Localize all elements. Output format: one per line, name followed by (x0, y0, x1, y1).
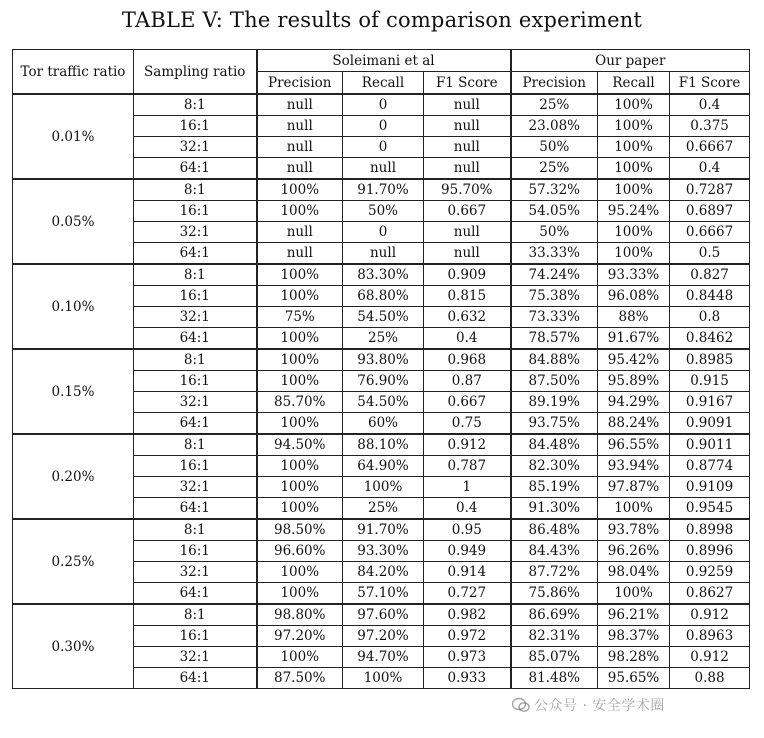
header-metric: Recall (598, 72, 670, 95)
metric-cell: 0 (343, 116, 424, 137)
metric-cell: 0.949 (424, 541, 511, 562)
header-metric: F1 Score (670, 72, 750, 95)
metric-cell: null (257, 158, 343, 180)
metric-cell: 89.19% (511, 392, 598, 413)
metric-cell: null (257, 137, 343, 158)
metric-cell: 0.912 (670, 604, 750, 626)
metric-cell: 100% (598, 94, 670, 116)
metric-cell: 0.632 (424, 307, 511, 328)
metric-cell: 1 (424, 477, 511, 498)
metric-cell: 100% (257, 349, 343, 371)
metric-cell: 74.24% (511, 264, 598, 286)
metric-cell: 54.50% (343, 392, 424, 413)
metric-cell: 100% (257, 647, 343, 668)
metric-cell: 78.57% (511, 328, 598, 350)
metric-cell: 0.787 (424, 456, 511, 477)
tor-ratio-cell: 0.20% (13, 434, 134, 519)
header-row-1 (13, 50, 750, 72)
sampling-ratio-cell: 64:1 (134, 498, 257, 520)
metric-cell: 97.20% (257, 626, 343, 647)
metric-cell: 91.30% (511, 498, 598, 520)
metric-cell: 0.88 (670, 668, 750, 689)
metric-cell: 97.87% (598, 477, 670, 498)
metric-cell: 100% (257, 498, 343, 520)
metric-cell: 84.88% (511, 349, 598, 371)
metric-cell: 0.9091 (670, 413, 750, 435)
sampling-ratio-cell: 8:1 (134, 349, 257, 371)
metric-cell: 0.982 (424, 604, 511, 626)
metric-cell: null (424, 116, 511, 137)
sampling-ratio-cell: 64:1 (134, 158, 257, 180)
metric-cell: 100% (598, 179, 670, 201)
metric-cell: 73.33% (511, 307, 598, 328)
metric-cell: 95.42% (598, 349, 670, 371)
metric-cell: 88.24% (598, 413, 670, 435)
metric-cell: 0.912 (670, 647, 750, 668)
sampling-ratio-cell: 16:1 (134, 286, 257, 307)
metric-cell: 100% (257, 264, 343, 286)
metric-cell: 0.912 (424, 434, 511, 456)
metric-cell: 96.60% (257, 541, 343, 562)
metric-cell: 93.33% (598, 264, 670, 286)
sampling-ratio-cell: 8:1 (134, 434, 257, 456)
metric-cell: 75% (257, 307, 343, 328)
metric-cell: 54.05% (511, 201, 598, 222)
sampling-ratio-cell: 16:1 (134, 116, 257, 137)
metric-cell: 100% (598, 498, 670, 520)
metric-cell: 25% (511, 94, 598, 116)
metric-cell: 96.08% (598, 286, 670, 307)
sampling-ratio-cell: 32:1 (134, 392, 257, 413)
metric-cell: 85.19% (511, 477, 598, 498)
metric-cell: 25% (343, 328, 424, 350)
metric-cell: 98.50% (257, 519, 343, 541)
metric-cell: null (343, 158, 424, 180)
sampling-ratio-cell: 64:1 (134, 243, 257, 265)
metric-cell: 88% (598, 307, 670, 328)
metric-cell: 0.8998 (670, 519, 750, 541)
metric-cell: null (343, 243, 424, 265)
table-row (13, 604, 750, 626)
metric-cell: 95.24% (598, 201, 670, 222)
sampling-ratio-cell: 8:1 (134, 179, 257, 201)
metric-cell: 93.30% (343, 541, 424, 562)
metric-cell: 82.30% (511, 456, 598, 477)
metric-cell: 0.8774 (670, 456, 750, 477)
table-row (13, 179, 750, 201)
metric-cell: 0.9167 (670, 392, 750, 413)
metric-cell: null (257, 243, 343, 265)
metric-cell: 97.20% (343, 626, 424, 647)
metric-cell: 0.914 (424, 562, 511, 583)
header-metric: Precision (511, 72, 598, 95)
metric-cell: 68.80% (343, 286, 424, 307)
metric-cell: 96.21% (598, 604, 670, 626)
sampling-ratio-cell: 32:1 (134, 477, 257, 498)
metric-cell: 0.4 (670, 94, 750, 116)
metric-cell: 0.972 (424, 626, 511, 647)
metric-cell: 0 (343, 137, 424, 158)
sampling-ratio-cell: 8:1 (134, 264, 257, 286)
metric-cell: 0.973 (424, 647, 511, 668)
comparison-table (12, 49, 750, 689)
metric-cell: 100% (598, 137, 670, 158)
metric-cell: 100% (257, 413, 343, 435)
tor-ratio-cell: 0.15% (13, 349, 134, 434)
metric-cell: 94.29% (598, 392, 670, 413)
metric-cell: null (257, 94, 343, 116)
metric-cell: 0.667 (424, 392, 511, 413)
header-sampling-ratio: Sampling ratio (134, 50, 257, 95)
table-row (13, 349, 750, 371)
metric-cell: 95.89% (598, 371, 670, 392)
metric-cell: 100% (343, 477, 424, 498)
metric-cell: 0.375 (670, 116, 750, 137)
watermark-text: 公众号 · 安全学术圈 (534, 698, 665, 714)
metric-cell: null (257, 222, 343, 243)
tor-ratio-cell: 0.30% (13, 604, 134, 689)
metric-cell: 0.815 (424, 286, 511, 307)
metric-cell: 0.727 (424, 583, 511, 605)
sampling-ratio-cell: 8:1 (134, 604, 257, 626)
tor-ratio-cell: 0.10% (13, 264, 134, 349)
metric-cell: 0 (343, 94, 424, 116)
metric-cell: 50% (511, 222, 598, 243)
metric-cell: 0.667 (424, 201, 511, 222)
metric-cell: 57.10% (343, 583, 424, 605)
metric-cell: 0.9259 (670, 562, 750, 583)
metric-cell: 100% (257, 328, 343, 350)
metric-cell: 96.55% (598, 434, 670, 456)
metric-cell: 0.6667 (670, 222, 750, 243)
metric-cell: 0.75 (424, 413, 511, 435)
metric-cell: 84.43% (511, 541, 598, 562)
metric-cell: 84.20% (343, 562, 424, 583)
sampling-ratio-cell: 8:1 (134, 94, 257, 116)
metric-cell: 95.65% (598, 668, 670, 689)
metric-cell: 96.26% (598, 541, 670, 562)
header-metric: Recall (343, 72, 424, 95)
metric-cell: 0.4 (424, 328, 511, 350)
metric-cell: null (424, 158, 511, 180)
metric-cell: 0.9545 (670, 498, 750, 520)
sampling-ratio-cell: 32:1 (134, 647, 257, 668)
metric-cell: 93.75% (511, 413, 598, 435)
metric-cell: 0.4 (670, 158, 750, 180)
metric-cell: 98.80% (257, 604, 343, 626)
sampling-ratio-cell: 64:1 (134, 668, 257, 689)
metric-cell: 86.48% (511, 519, 598, 541)
metric-cell: 91.70% (343, 519, 424, 541)
sampling-ratio-cell: 16:1 (134, 371, 257, 392)
sampling-ratio-cell: 16:1 (134, 626, 257, 647)
metric-cell: 84.48% (511, 434, 598, 456)
metric-cell: 95.70% (424, 179, 511, 201)
watermark (512, 695, 665, 715)
metric-cell: 83.30% (343, 264, 424, 286)
metric-cell: 0.968 (424, 349, 511, 371)
tor-ratio-cell: 0.25% (13, 519, 134, 604)
metric-cell: 82.31% (511, 626, 598, 647)
wechat-logo-icon (512, 697, 530, 713)
metric-cell: 0.909 (424, 264, 511, 286)
header-group-soleimani: Soleimani et al (257, 50, 511, 72)
metric-cell: 94.50% (257, 434, 343, 456)
metric-cell: 87.72% (511, 562, 598, 583)
metric-cell: 88.10% (343, 434, 424, 456)
sampling-ratio-cell: 32:1 (134, 137, 257, 158)
metric-cell: 25% (343, 498, 424, 520)
metric-cell: 100% (598, 158, 670, 180)
table-caption: TABLE V: The results of comparison experiment (121, 8, 643, 32)
metric-cell: 87.50% (511, 371, 598, 392)
metric-cell: 100% (598, 222, 670, 243)
metric-cell: 0.915 (670, 371, 750, 392)
metric-cell: 0.8985 (670, 349, 750, 371)
metric-cell: 87.50% (257, 668, 343, 689)
metric-cell: 0.87 (424, 371, 511, 392)
metric-cell: null (424, 243, 511, 265)
metric-cell: 0.9109 (670, 477, 750, 498)
metric-cell: 0.5 (670, 243, 750, 265)
header-group-our-paper: Our paper (511, 50, 750, 72)
sampling-ratio-cell: 16:1 (134, 456, 257, 477)
table-row (13, 519, 750, 541)
metric-cell: 54.50% (343, 307, 424, 328)
metric-cell: 100% (257, 562, 343, 583)
metric-cell: null (424, 222, 511, 243)
table-row (13, 434, 750, 456)
table-row (13, 264, 750, 286)
metric-cell: 57.32% (511, 179, 598, 201)
metric-cell: 25% (511, 158, 598, 180)
metric-cell: 0.933 (424, 668, 511, 689)
metric-cell: 0.8963 (670, 626, 750, 647)
header-tor-ratio: Tor traffic ratio (13, 50, 134, 95)
metric-cell: 100% (598, 116, 670, 137)
metric-cell: 0.8627 (670, 583, 750, 605)
metric-cell: 0.4 (424, 498, 511, 520)
metric-cell: 23.08% (511, 116, 598, 137)
sampling-ratio-cell: 32:1 (134, 307, 257, 328)
metric-cell: null (424, 94, 511, 116)
metric-cell: 97.60% (343, 604, 424, 626)
metric-cell: 86.69% (511, 604, 598, 626)
sampling-ratio-cell: 16:1 (134, 541, 257, 562)
header-metric: Precision (257, 72, 343, 95)
sampling-ratio-cell: 64:1 (134, 583, 257, 605)
sampling-ratio-cell: 32:1 (134, 222, 257, 243)
table-body (13, 94, 750, 689)
metric-cell: 100% (343, 668, 424, 689)
metric-cell: null (424, 137, 511, 158)
metric-cell: 93.80% (343, 349, 424, 371)
metric-cell: 0.8 (670, 307, 750, 328)
metric-cell: 81.48% (511, 668, 598, 689)
metric-cell: 0.7287 (670, 179, 750, 201)
metric-cell: 98.04% (598, 562, 670, 583)
metric-cell: 64.90% (343, 456, 424, 477)
metric-cell: 0.6897 (670, 201, 750, 222)
tor-ratio-cell: 0.05% (13, 179, 134, 264)
metric-cell: 75.86% (511, 583, 598, 605)
metric-cell: 0.8448 (670, 286, 750, 307)
metric-cell: 0.6667 (670, 137, 750, 158)
metric-cell: 0.8462 (670, 328, 750, 350)
metric-cell: 60% (343, 413, 424, 435)
metric-cell: 91.67% (598, 328, 670, 350)
metric-cell: 91.70% (343, 179, 424, 201)
metric-cell: 0 (343, 222, 424, 243)
metric-cell: 100% (257, 179, 343, 201)
metric-cell: 100% (257, 371, 343, 392)
metric-cell: 76.90% (343, 371, 424, 392)
table-row (13, 94, 750, 116)
metric-cell: 85.70% (257, 392, 343, 413)
metric-cell: 100% (257, 583, 343, 605)
metric-cell: null (257, 116, 343, 137)
metric-cell: 0.8996 (670, 541, 750, 562)
sampling-ratio-cell: 16:1 (134, 201, 257, 222)
metric-cell: 85.07% (511, 647, 598, 668)
metric-cell: 0.827 (670, 264, 750, 286)
sampling-ratio-cell: 64:1 (134, 413, 257, 435)
metric-cell: 98.37% (598, 626, 670, 647)
metric-cell: 33.33% (511, 243, 598, 265)
metric-cell: 100% (257, 477, 343, 498)
metric-cell: 93.78% (598, 519, 670, 541)
sampling-ratio-cell: 64:1 (134, 328, 257, 350)
tor-ratio-cell: 0.01% (13, 94, 134, 179)
metric-cell: 93.94% (598, 456, 670, 477)
metric-cell: 50% (511, 137, 598, 158)
metric-cell: 100% (598, 243, 670, 265)
metric-cell: 75.38% (511, 286, 598, 307)
metric-cell: 100% (257, 201, 343, 222)
metric-cell: 98.28% (598, 647, 670, 668)
header-metric: F1 Score (424, 72, 511, 95)
metric-cell: 100% (598, 583, 670, 605)
sampling-ratio-cell: 8:1 (134, 519, 257, 541)
metric-cell: 0.95 (424, 519, 511, 541)
sampling-ratio-cell: 32:1 (134, 562, 257, 583)
metric-cell: 100% (257, 456, 343, 477)
metric-cell: 50% (343, 201, 424, 222)
metric-cell: 94.70% (343, 647, 424, 668)
metric-cell: 100% (257, 286, 343, 307)
metric-cell: 0.9011 (670, 434, 750, 456)
